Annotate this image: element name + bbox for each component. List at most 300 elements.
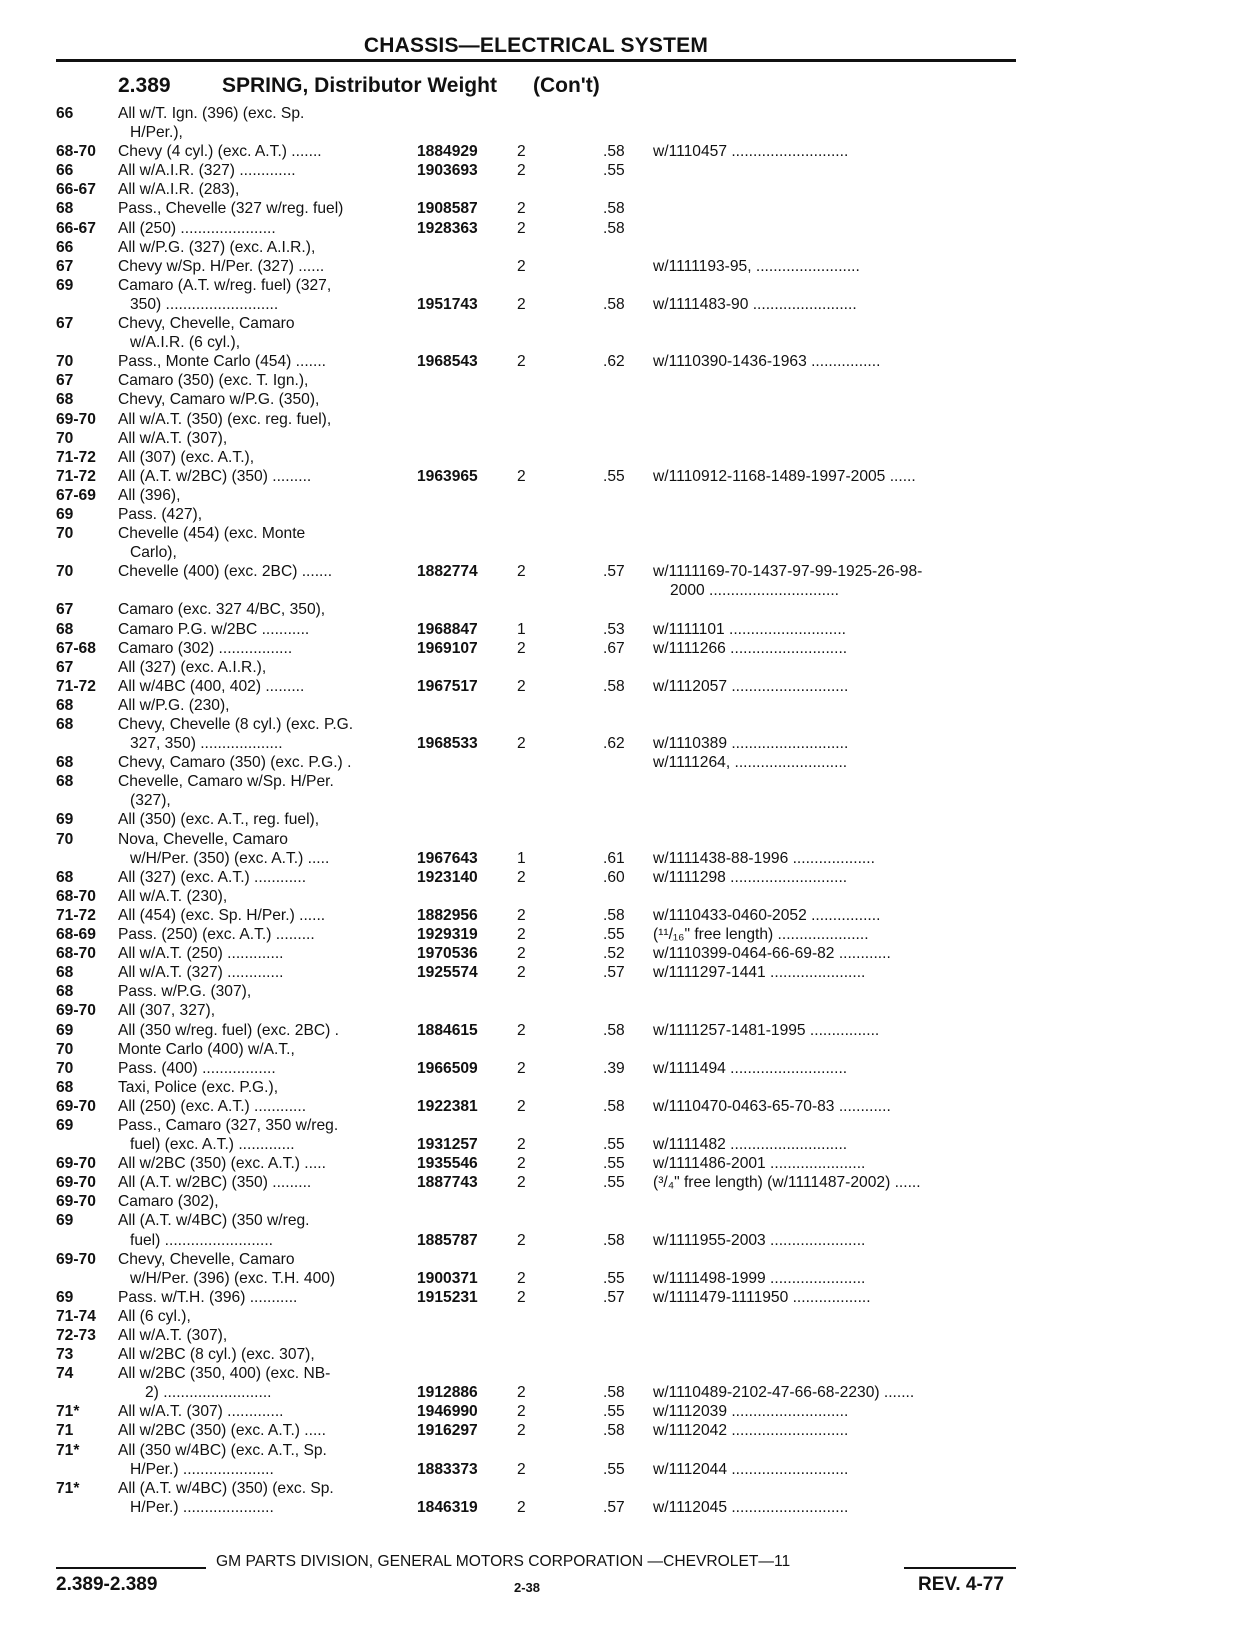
weight-cell: .58	[603, 295, 625, 313]
description-cell: Chevy, Camaro w/P.G. (350),	[118, 391, 320, 409]
year-cell: 70	[56, 1040, 74, 1058]
table-row	[0, 276, 1238, 295]
table-row	[0, 849, 1238, 868]
table-row	[0, 1288, 1238, 1307]
table-row	[0, 1231, 1238, 1250]
quantity-cell: 2	[517, 735, 526, 753]
year-cell: 69-70	[56, 1002, 96, 1020]
description-cell: H/Per.) .....................	[130, 1460, 274, 1478]
table-row	[0, 581, 1238, 600]
footer-text: GM PARTS DIVISION, GENERAL MOTORS CORPORATION —CHEVROLET—11	[216, 1553, 791, 1570]
footer-left-rule	[56, 1567, 206, 1569]
table-row	[0, 868, 1238, 887]
description-cell: Monte Carlo (400) w/A.T.,	[118, 1040, 295, 1058]
footer-revision: REV. 4-77	[918, 1574, 1004, 1595]
part-number-cell: 1929319	[417, 926, 478, 944]
table-row	[0, 1059, 1238, 1078]
weight-cell: .61	[603, 849, 625, 867]
description-cell: All w/A.T. (250) .............	[118, 945, 284, 963]
weight-cell: .57	[603, 1498, 625, 1516]
part-number-cell: 1951743	[417, 295, 478, 313]
table-row	[0, 810, 1238, 829]
weight-cell: .57	[603, 964, 625, 982]
year-cell: 68-70	[56, 887, 96, 905]
year-cell: 69-70	[56, 1155, 96, 1173]
description-cell: Chevy, Chevelle, Camaro	[118, 1250, 295, 1268]
year-cell: 71-74	[56, 1307, 96, 1325]
table-row	[0, 791, 1238, 810]
table-row	[0, 1441, 1238, 1460]
note-cell: w/1110433-0460-2052 ................	[653, 906, 881, 924]
quantity-cell: 2	[517, 200, 526, 218]
note-cell: w/1112039 ...........................	[653, 1403, 849, 1421]
quantity-cell: 2	[517, 162, 526, 180]
quantity-cell: 2	[517, 926, 526, 944]
part-number-cell: 1968533	[417, 735, 478, 753]
part-number-cell: 1922381	[417, 1097, 478, 1115]
year-cell: 71-72	[56, 906, 96, 924]
table-row	[0, 1021, 1238, 1040]
description-cell: 350) ..........................	[130, 295, 279, 313]
note-cell: w/1111266 ...........................	[653, 639, 848, 657]
quantity-cell: 2	[517, 1059, 526, 1077]
note-cell: w/1110399-0464-66-69-82 ............	[653, 945, 891, 963]
weight-cell: .58	[603, 200, 625, 218]
quantity-cell: 2	[517, 1269, 526, 1287]
description-cell: Pass. (400) .................	[118, 1059, 276, 1077]
year-cell: 69	[56, 276, 74, 294]
note-cell: (³/₄" free length) (w/1111487-2002) ......	[653, 1174, 921, 1192]
footer-right-rule	[904, 1567, 1016, 1569]
table-row	[0, 238, 1238, 257]
year-cell: 69	[56, 811, 74, 829]
description-cell: Chevy, Chevelle, Camaro	[118, 315, 295, 333]
note-cell: w/1111498-1999 ......................	[653, 1269, 866, 1287]
table-row	[0, 1402, 1238, 1421]
year-cell: 69	[56, 1021, 74, 1039]
table-row	[0, 486, 1238, 505]
table-row	[0, 429, 1238, 448]
year-cell: 71*	[56, 1479, 80, 1497]
note-cell: w/1110489-2102-47-66-68-2230) .......	[653, 1384, 915, 1402]
part-number-cell: 1935546	[417, 1155, 478, 1173]
year-cell: 67-69	[56, 486, 96, 504]
description-cell: All (396),	[118, 486, 181, 504]
quantity-cell: 2	[517, 1231, 526, 1249]
quantity-cell: 2	[517, 257, 526, 275]
year-cell: 69-70	[56, 410, 96, 428]
footer-page-number: 2-38	[514, 1580, 541, 1595]
table-row	[0, 295, 1238, 314]
weight-cell: .58	[603, 1097, 625, 1115]
quantity-cell: 2	[517, 353, 526, 371]
table-row	[0, 1364, 1238, 1383]
note-cell: w/1110912-1168-1489-1997-2005 ......	[653, 467, 916, 485]
quantity-cell: 2	[517, 1136, 526, 1154]
year-cell: 69	[56, 505, 74, 523]
description-cell: All (A.T. w/2BC) (350) .........	[118, 1174, 312, 1192]
description-cell: All w/A.I.R. (327) .............	[118, 162, 296, 180]
part-number-cell: 1966509	[417, 1059, 478, 1077]
weight-cell: .55	[603, 1460, 625, 1478]
year-cell: 67	[56, 601, 74, 619]
table-row	[0, 199, 1238, 218]
description-cell: w/A.I.R. (6 cyl.),	[130, 334, 241, 352]
table-row	[0, 1001, 1238, 1020]
year-cell: 67	[56, 315, 74, 333]
weight-cell: .57	[603, 563, 625, 581]
part-number-cell: 1885787	[417, 1231, 478, 1249]
year-cell: 70	[56, 353, 74, 371]
year-cell: 69	[56, 1116, 74, 1134]
year-cell: 67	[56, 658, 74, 676]
table-row	[0, 1383, 1238, 1402]
table-row	[0, 715, 1238, 734]
note-cell: w/1110457 ...........................	[653, 143, 849, 161]
quantity-cell: 2	[517, 1288, 526, 1306]
description-cell: Camaro (A.T. w/reg. fuel) (327,	[118, 276, 332, 294]
section-continued: (Con't)	[532, 74, 600, 97]
part-number-cell: 1908587	[417, 200, 478, 218]
description-cell: Chevy w/Sp. H/Per. (327) ......	[118, 257, 325, 275]
description-cell: All (350) (exc. A.T., reg. fuel),	[118, 811, 320, 829]
quantity-cell: 2	[517, 868, 526, 886]
weight-cell: .58	[603, 219, 625, 237]
note-cell: w/1111438-88-1996 ...................	[653, 849, 875, 867]
table-row	[0, 1135, 1238, 1154]
table-row	[0, 1421, 1238, 1440]
weight-cell: .62	[603, 353, 625, 371]
table-row	[0, 142, 1238, 161]
parts-table	[0, 104, 1238, 1517]
year-cell: 66	[56, 105, 74, 122]
year-cell: 69-70	[56, 1250, 96, 1268]
weight-cell: .55	[603, 162, 625, 180]
quantity-cell: 2	[517, 1460, 526, 1478]
description-cell: Chevy, Chevelle (8 cyl.) (exc. P.G.	[118, 716, 354, 733]
note-cell: w/1111101 ...........................	[653, 620, 846, 638]
part-number-cell: 1946990	[417, 1403, 478, 1421]
table-row	[0, 333, 1238, 352]
year-cell: 70	[56, 525, 74, 543]
year-cell: 66-67	[56, 219, 96, 237]
note-cell: 2000 ..............................	[670, 582, 839, 600]
footer	[56, 1553, 1016, 1577]
table-row	[0, 1116, 1238, 1135]
table-row	[0, 734, 1238, 753]
description-cell: All (A.T. w/4BC) (350) (exc. Sp.	[118, 1479, 334, 1497]
note-cell: w/1111479-1111950 ..................	[653, 1288, 871, 1306]
table-row	[0, 639, 1238, 658]
table-row	[0, 753, 1238, 772]
weight-cell: .60	[603, 868, 625, 886]
weight-cell: .58	[603, 1021, 625, 1039]
description-cell: Camaro P.G. w/2BC ...........	[118, 620, 310, 638]
year-cell: 68	[56, 754, 74, 772]
table-row	[0, 1040, 1238, 1059]
table-row	[0, 1326, 1238, 1345]
note-cell: w/1111297-1441 ......................	[653, 964, 866, 982]
description-cell: Camaro (302) .................	[118, 639, 293, 657]
description-cell: w/H/Per. (350) (exc. A.T.) .....	[130, 849, 330, 867]
year-cell: 69-70	[56, 1174, 96, 1192]
weight-cell: .58	[603, 1384, 625, 1402]
description-cell: All w/P.G. (230),	[118, 696, 230, 714]
part-number-cell: 1887743	[417, 1174, 478, 1192]
year-cell: 68	[56, 716, 74, 733]
table-row	[0, 696, 1238, 715]
year-cell: 68	[56, 620, 74, 638]
description-cell: All w/T. Ign. (396) (exc. Sp.	[118, 105, 305, 122]
note-cell: w/1111298 ...........................	[653, 868, 848, 886]
year-cell: 68	[56, 868, 74, 886]
year-cell: 67-68	[56, 639, 96, 657]
quantity-cell: 2	[517, 906, 526, 924]
part-number-cell: 1884929	[417, 143, 478, 161]
table-row	[0, 620, 1238, 639]
year-cell: 70	[56, 1059, 74, 1077]
table-row	[0, 1078, 1238, 1097]
year-cell: 71-72	[56, 448, 96, 466]
description-cell: Camaro (exc. 327 4/BC, 350),	[118, 601, 326, 619]
weight-cell: .55	[603, 1155, 625, 1173]
description-cell: Camaro (302),	[118, 1193, 219, 1211]
description-cell: All w/A.T. (307) .............	[118, 1403, 284, 1421]
part-number-cell: 1970536	[417, 945, 478, 963]
note-cell: w/1112045 ...........................	[653, 1498, 849, 1516]
weight-cell: .52	[603, 945, 625, 963]
part-number-cell: 1903693	[417, 162, 478, 180]
quantity-cell: 2	[517, 1097, 526, 1115]
weight-cell: .58	[603, 143, 625, 161]
description-cell: All w/A.I.R. (283),	[118, 181, 240, 199]
year-cell: 68	[56, 696, 74, 714]
quantity-cell: 2	[517, 964, 526, 982]
table-row	[0, 1211, 1238, 1230]
description-cell: Pass., Monte Carlo (454) .......	[118, 353, 326, 371]
description-cell: Chevy, Camaro (350) (exc. P.G.) .	[118, 754, 352, 772]
description-cell: All w/P.G. (327) (exc. A.I.R.),	[118, 238, 316, 256]
year-cell: 68	[56, 200, 74, 218]
year-cell: 69-70	[56, 1193, 96, 1211]
table-row	[0, 906, 1238, 925]
weight-cell: .55	[603, 1174, 625, 1192]
part-number-cell: 1931257	[417, 1136, 478, 1154]
note-cell: (¹¹/₁₆" free length) .....................	[653, 926, 869, 944]
part-number-cell: 1963965	[417, 467, 478, 485]
year-cell: 70	[56, 563, 74, 581]
table-row	[0, 467, 1238, 486]
year-cell: 69	[56, 1212, 74, 1230]
quantity-cell: 2	[517, 467, 526, 485]
note-cell: w/1111955-2003 ......................	[653, 1231, 866, 1249]
weight-cell: .62	[603, 735, 625, 753]
quantity-cell: 2	[517, 1384, 526, 1402]
description-cell: Pass., Chevelle (327 w/reg. fuel)	[118, 200, 344, 218]
quantity-cell: 2	[517, 219, 526, 237]
quantity-cell: 2	[517, 945, 526, 963]
year-cell: 68	[56, 1078, 74, 1096]
note-cell: w/1111483-90 ........................	[653, 295, 857, 313]
part-number-cell: 1925574	[417, 964, 478, 982]
description-cell: All (350 w/4BC) (exc. A.T., Sp.	[118, 1441, 327, 1459]
description-cell: Pass. (427),	[118, 505, 203, 523]
note-cell: w/1111193-95, ........................	[653, 257, 860, 275]
description-cell: All w/2BC (350, 400) (exc. NB-	[118, 1365, 331, 1383]
part-number-cell: 1882774	[417, 563, 478, 581]
quantity-cell: 1	[517, 620, 526, 638]
part-number-cell: 1968847	[417, 620, 478, 638]
year-cell: 68-70	[56, 143, 96, 161]
description-cell: All (250) (exc. A.T.) ............	[118, 1097, 307, 1115]
note-cell: w/1111169-70-1437-97-99-1925-26-98-	[653, 563, 923, 581]
description-cell: All w/A.T. (230),	[118, 887, 228, 905]
part-number-cell: 1928363	[417, 219, 478, 237]
part-number-cell: 1884615	[417, 1021, 478, 1039]
table-row	[0, 352, 1238, 371]
quantity-cell: 2	[517, 639, 526, 657]
table-row	[0, 772, 1238, 791]
description-cell: H/Per.),	[130, 124, 183, 142]
description-cell: All w/2BC (350) (exc. A.T.) .....	[118, 1155, 326, 1173]
note-cell: w/1111264, ..........................	[653, 754, 848, 772]
part-number-cell: 1923140	[417, 868, 478, 886]
table-row	[0, 677, 1238, 696]
part-number-cell: 1916297	[417, 1422, 478, 1440]
quantity-cell: 2	[517, 1403, 526, 1421]
weight-cell: .57	[603, 1288, 625, 1306]
weight-cell: .58	[603, 1422, 625, 1440]
table-row	[0, 1154, 1238, 1173]
part-number-cell: 1882956	[417, 906, 478, 924]
note-cell: w/1111486-2001 ......................	[653, 1155, 866, 1173]
description-cell: All w/2BC (8 cyl.) (exc. 307),	[118, 1346, 315, 1364]
section-number: 2.389	[118, 74, 171, 97]
table-row	[0, 1173, 1238, 1192]
weight-cell: .67	[603, 639, 625, 657]
table-row	[0, 257, 1238, 276]
year-cell: 68	[56, 964, 74, 982]
quantity-cell: 2	[517, 1498, 526, 1516]
year-cell: 71*	[56, 1441, 80, 1459]
table-row	[0, 448, 1238, 467]
note-cell: w/1111257-1481-1995 ................	[653, 1021, 880, 1039]
description-cell: Pass., Camaro (327, 350 w/reg.	[118, 1116, 339, 1134]
description-cell: All (6 cyl.),	[118, 1307, 191, 1325]
table-row	[0, 1269, 1238, 1288]
description-cell: All (454) (exc. Sp. H/Per.) ......	[118, 906, 326, 924]
description-cell: All w/4BC (400, 402) .........	[118, 677, 305, 695]
description-cell: 2) .........................	[145, 1384, 272, 1402]
weight-cell: .55	[603, 1403, 625, 1421]
description-cell: All (350 w/reg. fuel) (exc. 2BC) .	[118, 1021, 339, 1039]
part-number-cell: 1969107	[417, 639, 478, 657]
year-cell: 71	[56, 1422, 74, 1440]
table-row	[0, 314, 1238, 333]
description-cell: fuel) .........................	[130, 1231, 273, 1249]
weight-cell: .55	[603, 467, 625, 485]
note-cell: w/1112042 ...........................	[653, 1422, 849, 1440]
table-row	[0, 1250, 1238, 1269]
description-cell: All w/A.T. (350) (exc. reg. fuel),	[118, 410, 332, 428]
table-row	[0, 830, 1238, 849]
table-row	[0, 410, 1238, 429]
table-row	[0, 371, 1238, 390]
description-cell: All w/A.T. (307),	[118, 429, 228, 447]
section-heading	[118, 74, 600, 98]
weight-cell: .58	[603, 906, 625, 924]
description-cell: All (A.T. w/4BC) (350 w/reg.	[118, 1212, 310, 1230]
table-row	[0, 600, 1238, 619]
part-number-cell: 1968543	[417, 353, 478, 371]
description-cell: Chevelle (400) (exc. 2BC) .......	[118, 563, 333, 581]
note-cell: w/1111494 ...........................	[653, 1059, 848, 1077]
description-cell: Pass. (250) (exc. A.T.) .........	[118, 926, 315, 944]
year-cell: 70	[56, 429, 74, 447]
quantity-cell: 2	[517, 143, 526, 161]
note-cell: w/1112044 ...........................	[653, 1460, 849, 1478]
year-cell: 69	[56, 1288, 74, 1306]
table-row	[0, 219, 1238, 238]
weight-cell: .58	[603, 1231, 625, 1249]
description-cell: All (327) (exc. A.I.R.),	[118, 658, 267, 676]
year-cell: 66	[56, 162, 74, 180]
year-cell: 72-73	[56, 1327, 96, 1344]
year-cell: 66	[56, 238, 74, 256]
footer-section-range: 2.389-2.389	[56, 1574, 158, 1595]
page-header: CHASSIS—ELECTRICAL SYSTEM	[363, 34, 709, 57]
year-cell: 70	[56, 830, 74, 848]
description-cell: All (307) (exc. A.T.),	[118, 448, 255, 466]
quantity-cell: 2	[517, 295, 526, 313]
quantity-cell: 2	[517, 1174, 526, 1192]
year-cell: 66-67	[56, 181, 96, 199]
description-cell: Pass. w/T.H. (396) ...........	[118, 1288, 298, 1306]
table-row	[0, 1479, 1238, 1498]
description-cell: All (A.T. w/2BC) (350) .........	[118, 467, 312, 485]
table-row	[0, 963, 1238, 982]
table-row	[0, 1345, 1238, 1364]
description-cell: All (327) (exc. A.T.) ............	[118, 868, 307, 886]
table-row	[0, 1460, 1238, 1479]
description-cell: All w/2BC (350) (exc. A.T.) .....	[118, 1422, 326, 1440]
description-cell: All w/A.T. (327) .............	[118, 964, 284, 982]
description-cell: w/H/Per. (396) (exc. T.H. 400)	[130, 1269, 336, 1287]
table-row	[0, 543, 1238, 562]
year-cell: 68-70	[56, 945, 96, 963]
weight-cell: .55	[603, 1269, 625, 1287]
table-row	[0, 180, 1238, 199]
table-row	[0, 390, 1238, 409]
note-cell: w/1110389 ...........................	[653, 735, 849, 753]
table-row	[0, 562, 1238, 581]
description-cell: Chevelle, Camaro w/Sp. H/Per.	[118, 773, 334, 791]
table-row	[0, 982, 1238, 1001]
part-number-cell: 1915231	[417, 1288, 478, 1306]
header-rule	[56, 59, 1016, 62]
description-cell: Chevy (4 cyl.) (exc. A.T.) .......	[118, 143, 322, 161]
table-row	[0, 1097, 1238, 1116]
weight-cell: .55	[603, 1136, 625, 1154]
description-cell: Carlo),	[130, 544, 177, 562]
quantity-cell: 2	[517, 1021, 526, 1039]
weight-cell: .39	[603, 1059, 625, 1077]
table-row	[0, 104, 1238, 123]
year-cell: 71-72	[56, 467, 96, 485]
part-number-cell: 1912886	[417, 1384, 478, 1402]
part-number-cell: 1883373	[417, 1460, 478, 1478]
quantity-cell: 2	[517, 677, 526, 695]
